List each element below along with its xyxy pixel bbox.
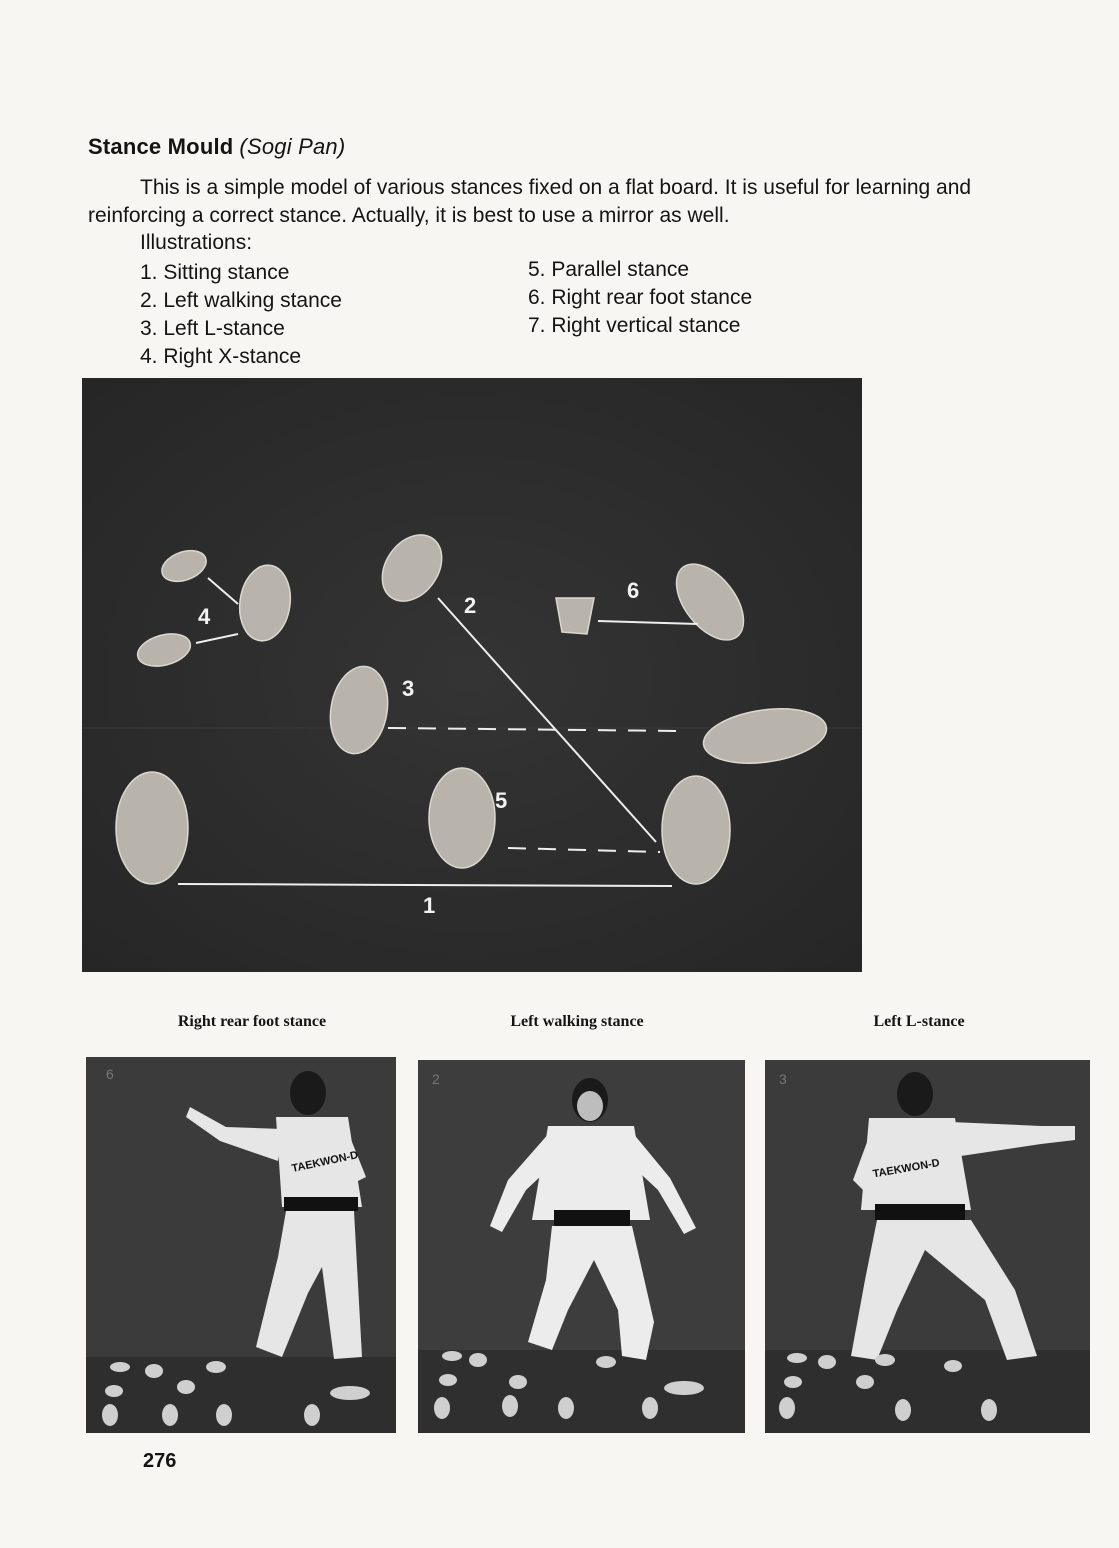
stance-item: 6. Right rear foot stance xyxy=(528,286,753,309)
board-label-1: 1 xyxy=(423,893,436,918)
stance-item: 3. Left L-stance xyxy=(140,317,285,340)
foot-mould xyxy=(556,598,594,634)
photo-left-l-stance xyxy=(765,1060,1090,1433)
jacket-lettering: TAEKWON-D xyxy=(871,1156,941,1181)
photo-number: 6 xyxy=(106,1066,114,1082)
board-label-4: 4 xyxy=(198,604,211,629)
stance-item: 1. Sitting stance xyxy=(140,261,290,284)
photo-caption-2: Left walking stance xyxy=(510,1013,644,1030)
board-label-3: 3 xyxy=(402,676,415,701)
section-heading xyxy=(88,134,345,160)
board-label-5: 5 xyxy=(495,788,508,813)
section-subtitle: (Sogi Pan) xyxy=(239,134,346,159)
foot-mould xyxy=(429,768,495,868)
photo-number: 2 xyxy=(432,1071,440,1087)
stance-list-right xyxy=(528,256,752,340)
board-label-2: 2 xyxy=(464,593,477,618)
photo-left-walking-stance xyxy=(418,1060,745,1433)
foot-mould xyxy=(662,776,730,884)
photo-right-rear-foot-stance xyxy=(86,1057,396,1433)
foot-mould xyxy=(116,772,188,884)
board-label-6: 6 xyxy=(627,578,640,603)
page-number: 276 xyxy=(143,1450,177,1472)
stance-list-left xyxy=(140,259,342,371)
intro-paragraph: This is a simple model of various stances fixed on a flat board. It is useful for learning and reinforcing a correct stance. Actually, it is best to use a mirror as well. xyxy=(88,176,972,227)
stance-item: 2. Left walking stance xyxy=(140,289,342,312)
photo-caption-3: Left L-stance xyxy=(873,1013,965,1030)
photo-number: 3 xyxy=(779,1071,787,1087)
illustrations-label: Illustrations: xyxy=(140,231,253,254)
stance-mould-illustration xyxy=(82,378,862,972)
jacket-lettering: TAEKWON-D xyxy=(290,1149,360,1175)
stance-mould-board-photo xyxy=(82,378,862,972)
stance-item: 4. Right X-stance xyxy=(140,345,302,368)
photo-caption-1: Right rear foot stance xyxy=(177,1013,327,1030)
stance-item: 7. Right vertical stance xyxy=(528,314,741,337)
stance-item: 5. Parallel stance xyxy=(528,258,690,281)
section-title: Stance Mould xyxy=(88,134,234,159)
